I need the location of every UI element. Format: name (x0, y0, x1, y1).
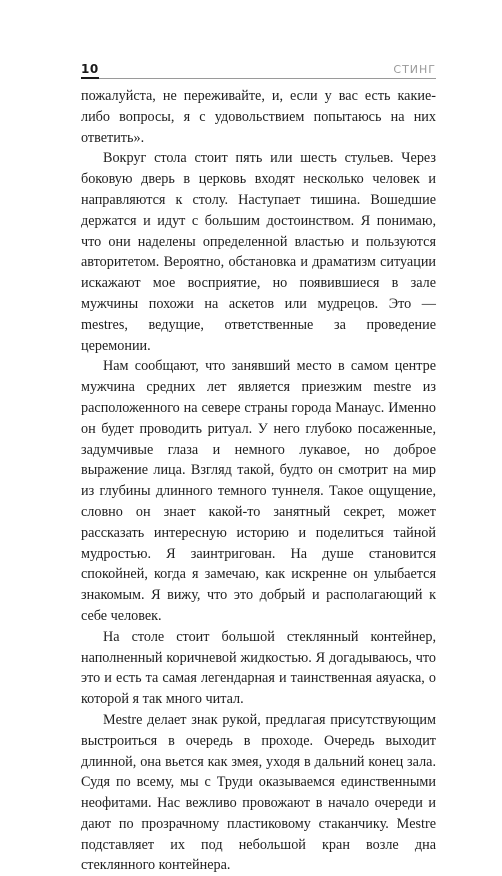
paragraph: Вокруг стола стоит пять или шесть стульев. Через боковую дверь в церковь входят несколько человек и направляются к столу. Наступает тишина. Вошедшие держатся и идут с большим достоинством. Я понимаю, что они наделены определенной властью и пользуются авторитетом. Вероятно, обстановка и драматизм ситуации искажают мое восприятие, но появившиеся в зале мужчины похожи на аскетов или мудрецов. Это — mestres, ведущие, ответственные за проведение церемонии. (81, 150, 436, 354)
paragraph: Нам сообщают, что занявший место в самом центре мужчина средних лет является приезжим mestre из расположенного на севере страны города Манаус. Именно он будет проводить ритуал. У него глубоко посаженные, задумчивые глаза и немного лукавое, но доброе выражение лица. Взгляд такой, будто он смотрит на мир из глубины длинного темного туннеля. Такое ощущение, словно он знает какой-то занятный секрет, может рассказать интересную историю и поделиться тайной мудростью. Я заинтригован. На душе становится спокойней, когда я замечаю, как искренне он улыбается знакомым. Я вижу, что это добрый и располагающий к себе человек. (81, 358, 436, 624)
paragraph: На столе стоит большой стеклянный контейнер, наполненный коричневой жидкостью. Я догадываюсь, что это и есть та самая легендарная и таинственная аяуаска, о которой я так много читал. (81, 628, 436, 708)
paragraph-continued: пожалуйста, не переживайте, и, если у вас есть какие-либо вопросы, я с удовольствием попытаюсь на них ответить». (81, 88, 436, 146)
paragraph: Mestre делает знак рукой, предлагая присутствующим выстроиться в очередь в проходе. Очередь выходит длинной, она вьется как змея, уходя в дальний конец зала. Судя по всему, мы с Труди оказываемся единственными неофитами. Нас вежливо провожают в начало очереди и дают по прозрачному пластиковому стаканчику. Mestre подставляет их под небольшой кран возле дна стеклянного контейнера. (81, 711, 436, 874)
page-number: 10 (81, 62, 99, 76)
header-rule (81, 78, 436, 79)
header-rule-accent (81, 77, 99, 79)
running-title: СТИНГ (393, 63, 436, 76)
body-text (81, 86, 436, 876)
